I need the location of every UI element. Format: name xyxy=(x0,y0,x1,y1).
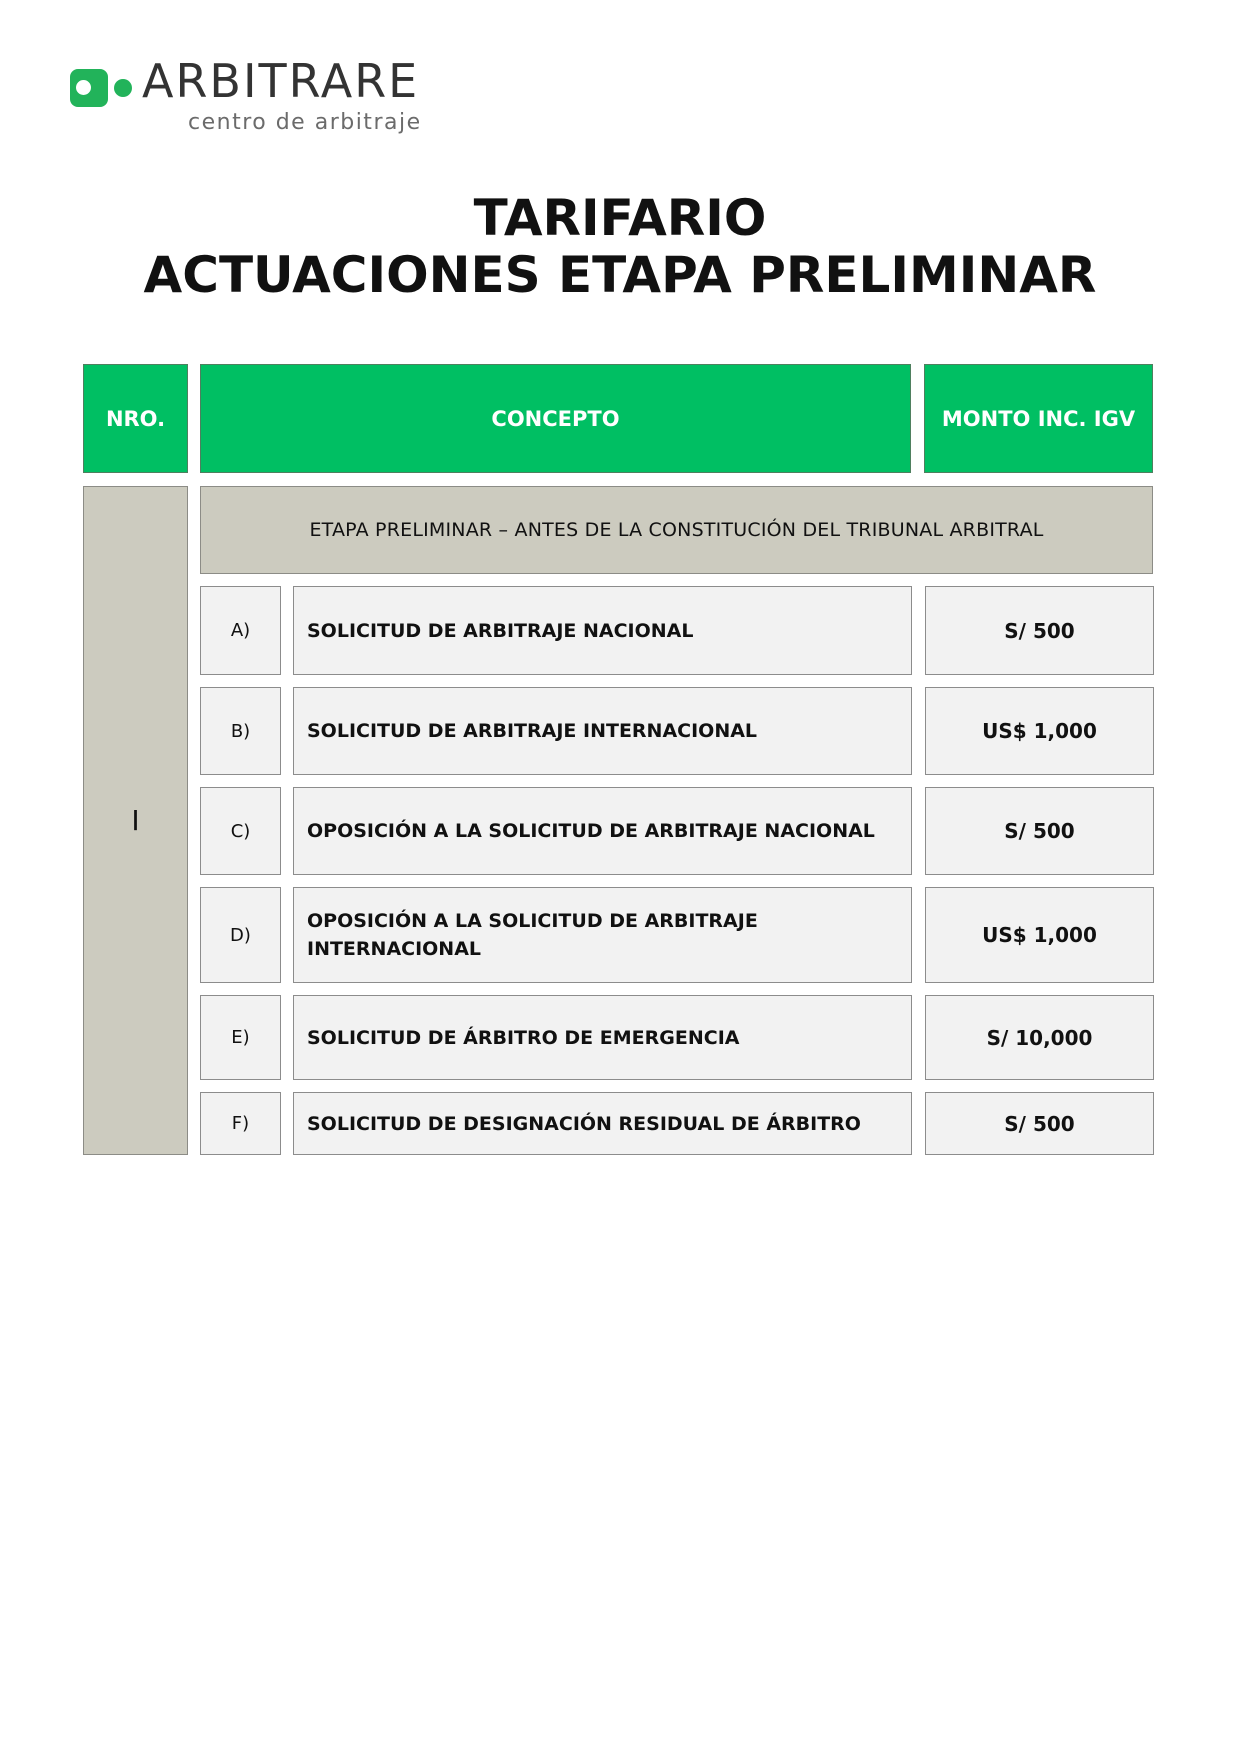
row-amount: US$ 1,000 xyxy=(925,887,1154,983)
row-concept: OPOSICIÓN A LA SOLICITUD DE ARBITRAJE INTERNACIONAL xyxy=(293,887,912,983)
section-number: I xyxy=(83,486,188,1155)
row-letter: D) xyxy=(200,887,281,983)
row-amount: S/ 500 xyxy=(925,1092,1154,1155)
header-monto: MONTO INC. IGV xyxy=(924,364,1153,473)
row-letter: B) xyxy=(200,687,281,775)
row-concept: SOLICITUD DE ARBITRAJE INTERNACIONAL xyxy=(293,687,912,775)
section-title: ETAPA PRELIMINAR – ANTES DE LA CONSTITUCIÓN DEL TRIBUNAL ARBITRAL xyxy=(200,486,1153,574)
header-concepto: CONCEPTO xyxy=(200,364,911,473)
page-title: TARIFARIO xyxy=(473,189,767,247)
logo-tagline: centro de arbitraje xyxy=(188,110,422,135)
row-concept: OPOSICIÓN A LA SOLICITUD DE ARBITRAJE NACIONAL xyxy=(293,787,912,875)
row-letter: A) xyxy=(200,586,281,675)
row-letter: C) xyxy=(200,787,281,875)
row-amount: S/ 500 xyxy=(925,586,1154,675)
row-amount: US$ 1,000 xyxy=(925,687,1154,775)
page-subtitle: ACTUACIONES ETAPA PRELIMINAR xyxy=(143,246,1097,304)
row-concept: SOLICITUD DE DESIGNACIÓN RESIDUAL DE ÁRBITRO xyxy=(293,1092,912,1155)
logo xyxy=(70,54,470,144)
logo-mark-icon xyxy=(70,69,132,109)
row-amount: S/ 500 xyxy=(925,787,1154,875)
row-concept: SOLICITUD DE ARBITRAJE NACIONAL xyxy=(293,586,912,675)
logo-name: ARBITRARE xyxy=(142,54,420,108)
row-letter: F) xyxy=(200,1092,281,1155)
row-concept: SOLICITUD DE ÁRBITRO DE EMERGENCIA xyxy=(293,995,912,1080)
row-letter: E) xyxy=(200,995,281,1080)
header-nro: NRO. xyxy=(83,364,188,473)
row-amount: S/ 10,000 xyxy=(925,995,1154,1080)
